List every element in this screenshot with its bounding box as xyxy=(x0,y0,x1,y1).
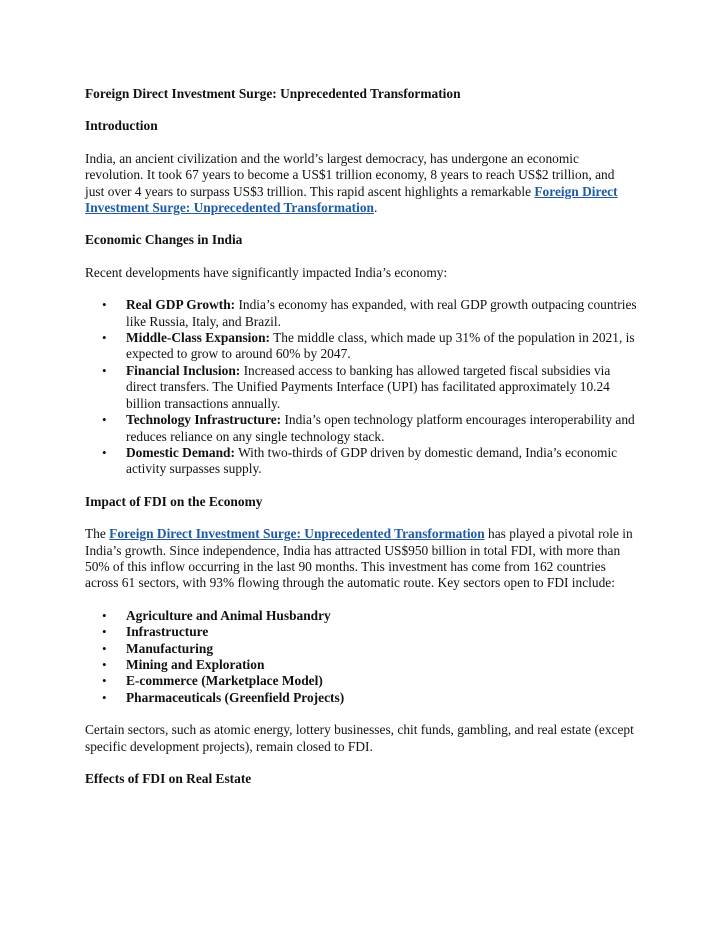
heading-economic-changes: Economic Changes in India xyxy=(85,232,243,248)
sector-label: Pharmaceuticals (Greenfield Projects) xyxy=(126,689,345,705)
intro-fdi-link[interactable]: Foreign Direct Investment Surge: Unprecedented Transformation xyxy=(85,183,618,216)
impact-text: has played a pivotal role in India’s growth. Since independence, India has attracted US$950 billion in total FDI, with more than 50% of this inflow occurring in the last 90 months. This investment has come from 162 countries across 61 sectors, with 93% flowing through the automatic route. Key sectors open to FDI include: xyxy=(85,526,633,591)
bullet-icon: • xyxy=(102,330,107,346)
item-text: The middle class, which made up 31% of the population in 2021, is expected to grow to around 60% by 2047. xyxy=(126,330,635,362)
heading-introduction: Introduction xyxy=(85,118,158,134)
list-item xyxy=(85,445,637,478)
fdi-sectors-list xyxy=(85,608,637,706)
bullet-icon: • xyxy=(102,607,107,623)
sector-label: Infrastructure xyxy=(126,624,209,640)
sector-label: E-commerce (Marketplace Model) xyxy=(126,673,323,689)
sector-label: Mining and Exploration xyxy=(126,656,265,672)
impact-paragraph xyxy=(85,526,637,592)
item-label: Technology Infrastructure: xyxy=(126,412,282,428)
item-text: Increased access to banking has allowed targeted fiscal subsidies via direct transfers. The Unified Payments Interface (UPI) has facilitated approximately 10.24 billion transactions annually. xyxy=(126,362,611,411)
sector-label: Agriculture and Animal Husbandry xyxy=(126,607,331,623)
list-item xyxy=(85,608,637,624)
closed-sectors-paragraph: Certain sectors, such as atomic energy, lottery businesses, chit funds, gambling, and real estate (except specific development projects), remain closed to FDI. xyxy=(85,722,634,754)
economic-changes-list xyxy=(85,297,637,477)
bullet-icon: • xyxy=(102,640,107,656)
list-item xyxy=(85,657,637,673)
bullet-icon: • xyxy=(102,412,107,428)
bullet-icon: • xyxy=(102,444,107,460)
list-item xyxy=(85,297,637,330)
item-label: Real GDP Growth: xyxy=(126,297,236,313)
economic-lead: Recent developments have significantly impacted India’s economy: xyxy=(85,264,448,280)
bullet-icon: • xyxy=(102,689,107,705)
intro-paragraph xyxy=(85,151,637,217)
list-item xyxy=(85,363,637,412)
heading-fdi-impact: Impact of FDI on the Economy xyxy=(85,493,263,509)
item-text: India’s economy has expanded, with real GDP growth outpacing countries like Russia, Italy, and Brazil. xyxy=(126,297,637,329)
intro-text: India, an ancient civilization and the world’s largest democracy, has undergone an economic revolution. It took 67 years to become a US$1 trillion economy, 8 years to reach US$2 trillion, and just over 4 years to surpass US$3 trillion. This rapid ascent highlights a remarkable xyxy=(85,150,615,199)
bullet-icon: • xyxy=(102,673,107,689)
document-title: Foreign Direct Investment Surge: Unprecedented Transformation xyxy=(85,86,461,101)
list-item xyxy=(85,673,637,689)
list-item xyxy=(85,624,637,640)
item-label: Domestic Demand: xyxy=(126,444,235,460)
item-label: Financial Inclusion: xyxy=(126,362,241,378)
heading-real-estate: Effects of FDI on Real Estate xyxy=(85,771,252,786)
bullet-icon: • xyxy=(102,297,107,313)
list-item xyxy=(85,641,637,657)
sector-label: Manufacturing xyxy=(126,640,214,656)
bullet-icon: • xyxy=(102,624,107,640)
list-item xyxy=(85,330,637,363)
document-page xyxy=(85,79,637,787)
list-item xyxy=(85,412,637,445)
list-item xyxy=(85,690,637,706)
impact-fdi-link[interactable]: Foreign Direct Investment Surge: Unprecedented Transformation xyxy=(109,526,485,542)
item-label: Middle-Class Expansion: xyxy=(126,330,270,346)
bullet-icon: • xyxy=(102,656,107,672)
intro-period: . xyxy=(374,200,378,216)
bullet-icon: • xyxy=(102,362,107,378)
item-text: India’s open technology platform encourages interoperability and reduces reliance on any single technology stack. xyxy=(126,412,635,444)
item-text: With two-thirds of GDP driven by domestic demand, India’s economic activity surpasses supply. xyxy=(126,444,618,477)
impact-pre: The xyxy=(85,526,110,542)
